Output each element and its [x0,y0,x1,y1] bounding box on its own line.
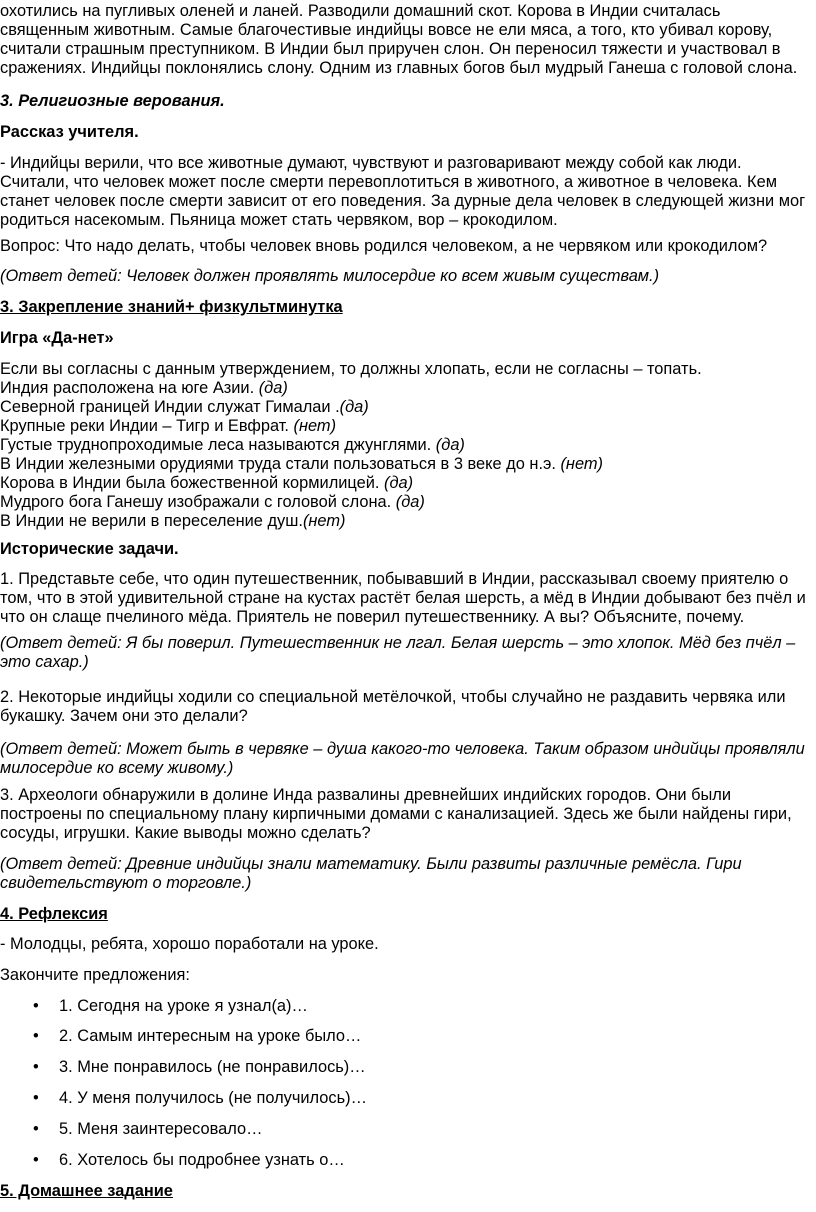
statement-line: В Индии железными орудиями труда стали пользоваться в 3 веке до н.э. (нет) [0,455,603,473]
teacher-story-paragraph: - Индийцы верили, что все животные думают, чувствуют и разговаривают между собой как люди. Считали, что человек может после смерти перевоплотиться в животного, а животное в человека. Кем станет человек после смерти зависит от его поведения. За дурные дела человек в следующей жизни мог родиться насекомым. Пьяница может стать червяком, вор – крокодилом. [0,154,806,229]
task-3-paragraph: 3. Археологи обнаружили в долине Инда развалины древнейших индийских городов. Они были построены по специальному плану кирпичными домами с канализацией. Здесь же были найдены гири, сосуды, игрушки. Какие выводы можно сделать? [0,786,792,842]
statement-line: Корова в Индии была божественной кормилицей. (да) [0,474,414,492]
statement-line: Крупные реки Индии – Тигр и Евфрат. (нет) [0,417,337,435]
game-intro: Если вы согласны с данным утверждением, то должны хлопать, если не согласны – топать. [0,360,702,378]
section-heading-reflection: 4. Рефлексия [0,905,108,923]
list-item: • 3. Мне понравилось (не понравилось)… [33,1058,366,1076]
list-item: • 1. Сегодня на уроке я узнал(а)… [33,997,308,1015]
list-item: • 6. Хотелось бы подробнее узнать о… [33,1151,345,1169]
bullet-icon: • [33,1120,39,1138]
list-item: • 5. Меня заинтересовало… [33,1120,263,1138]
bullet-icon: • [33,1058,39,1076]
bullet-icon: • [33,997,39,1015]
section-heading-religion: 3. Религиозные верования. [0,92,225,110]
statement-line: Мудрого бога Ганешу изображали с головой слона. (да) [0,493,425,511]
bullet-icon: • [33,1089,39,1107]
statement-line: Северной границей Индии служат Гималаи .(да) [0,398,369,416]
statement-line: Густые труднопроходимые леса называются джунглями. (да) [0,436,465,454]
finish-prompt: Закончите предложения: [0,966,190,984]
bullet-icon: • [33,1027,39,1045]
task-2-answer: (Ответ детей: Может быть в червяке – душа какого-то человека. Таким образом индийцы проявляли милосердие ко всему живому.) [0,740,805,777]
game-heading: Игра «Да-нет» [0,329,114,347]
list-item: • 2. Самым интересным на уроке было… [33,1027,362,1045]
task-2-paragraph: 2. Некоторые индийцы ходили со специальной метёлочкой, чтобы случайно не раздавить червяка или букашку. Зачем они это делали? [0,688,786,725]
answer-paragraph: (Ответ детей: Человек должен проявлять милосердие ко всем живым существам.) [0,267,660,285]
praise-line: - Молодцы, ребята, хорошо поработали на уроке. [0,935,379,953]
task-3-answer: (Ответ детей: Древние индийцы знали математику. Были развиты различные ремёсла. Гири свидетельствуют о торговле.) [0,855,742,892]
task-1-paragraph: 1. Представьте себе, что один путешественник, побывавший в Индии, рассказывал своему приятелю о том, что в этой удивительной стране на кустах растёт белая шерсть, а мёд в Индии добывают без пчёл и что он слаще пчелиного мёда. Приятель не поверил путешественнику. А вы? Объясните, почему. [0,570,806,626]
bullet-icon: • [33,1151,39,1169]
section-heading-consolidation: 3. Закрепление знаний+ физкультминутка [0,298,343,316]
historical-tasks-heading: Исторические задачи. [0,540,179,558]
intro-paragraph: охотились на пугливых оленей и ланей. Разводили домашний скот. Корова в Индии считалась священным животным. Самые благочестивые индийцы вовсе не ели мяса, а того, кто убивал корову, считали страшным преступником. В Индии был приручен слон. Он переносил тяжести и участвовал в сражениях. Индийцы поклонялись слону. Одним из главных богов был мудрый Ганеша с головой слона. [0,2,798,77]
statements-block [0,360,812,531]
list-item: • 4. У меня получилось (не получилось)… [33,1089,368,1107]
statement-line: В Индии не верили в переселение душ.(нет) [0,512,346,530]
statement-line: Индия расположена на юге Азии. (да) [0,379,288,397]
task-1-answer: (Ответ детей: Я бы поверил. Путешественник не лгал. Белая шерсть – это хлопок. Мёд без пчёл – это сахар.) [0,634,796,671]
teacher-story-heading: Рассказ учителя. [0,123,139,141]
question-paragraph: Вопрос: Что надо делать, чтобы человек вновь родился человеком, а не червяком или крокодилом? [0,237,768,255]
section-heading-homework: 5. Домашнее задание [0,1182,173,1200]
